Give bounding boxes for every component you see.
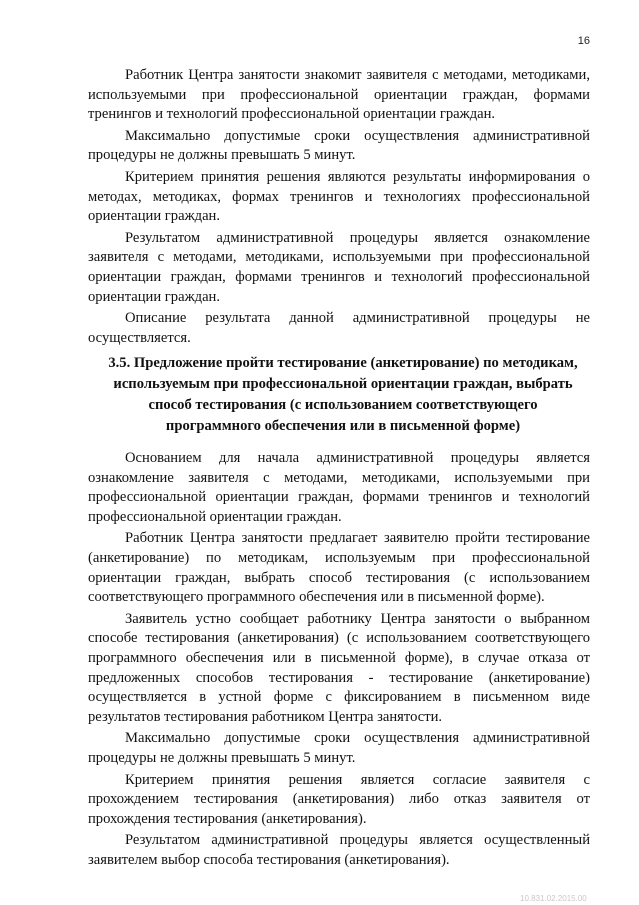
footer-mark: 10.831.02.2015.00 [520,894,587,903]
paragraph-applicant-choice: Заявитель устно сообщает работнику Центра занятости о выбранном способе тестирования (анкетирования) (с использованием соответствующего программного обеспечения или в письменной форме), в случае отказа от предложенных способов тестирования - тестирование (анкетирование) осуществляется в устной форме с фиксированием в письменном виде результатов тестирования работником Центра занятости. [88,610,590,725]
paragraph-basis-for-start: Основанием для начала административной процедуры является ознакомление заявителя с методами, методиками, используемыми при профессиональной ориентации граждан, формами тренингов и технологий профессиональной ориентации граждан. [88,450,590,525]
paragraph-offer-testing: Работник Центра занятости предлагает заявителю пройти тестирование (анкетирование) по методикам, используемым при профессиональной ориентации граждан, выбрать способ тестирования (с использованием соответствующего программного обеспечения или в письменной форме). [88,530,590,606]
paragraph-time-limit-3-5: Максимально допустимые сроки осуществления административной процедуры не должны превышать 5 минут. [88,730,590,766]
section-heading-3-5: 3.5. Предложение пройти тестирование (анкетирование) по методикам, используемым при профессиональной ориентации граждан, выбрать способ тестирования (с использованием соответствующего программного обеспечения или в письменной форме) [108,355,578,434]
page-number: 16 [577,35,590,47]
paragraph-introduction-methods: Работник Центра занятости знакомит заявителя с методами, методиками, используемыми при профессиональной ориентации граждан, формами тренингов и технологий профессиональной ориентации граждан. [88,67,590,123]
section-3-5-text [88,449,590,870]
paragraph-procedure-result-3-5: Результатом административной процедуры является осуществленный заявителем выбор способа тестирования (анкетирования). [88,832,590,868]
section-before-text [88,66,590,348]
paragraph-decision-criterion: Критерием принятия решения являются результаты информирования о методах, методиках, формах тренингов и технологиях профессиональной ориентации граждан. [88,168,590,225]
paragraph-decision-criterion-3-5: Критерием принятия решения является согласие заявителя с прохождением тестирования (анкетирования) либо отказ заявителя от прохождения тестирования (анкетирования). [88,771,590,827]
paragraph-time-limit: Максимально допустимые сроки осуществления административной процедуры не должны превышать 5 минут. [88,127,590,164]
paragraph-procedure-result: Результатом административной процедуры является ознакомление заявителя с методами, методиками, используемыми при профессиональной ориентации граждан, формами тренингов и технологий профессиональной ориентации граждан. [88,229,590,305]
paragraph-result-description: Описание результата данной административной процедуры не осуществляется. [88,310,590,346]
